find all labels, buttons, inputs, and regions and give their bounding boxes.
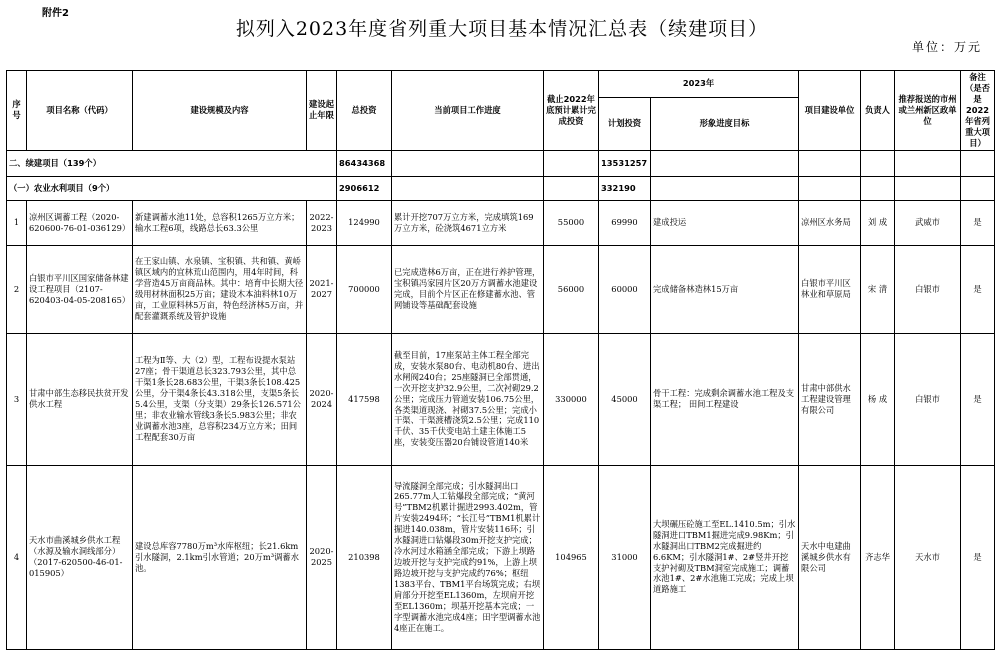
row-city: 白银市 — [895, 333, 961, 465]
row-unit: 甘肃中部供水工程建设管理有限公司 — [799, 333, 861, 465]
row-total: 210398 — [337, 465, 392, 649]
header-note: 备注（是否是2022年省列重大项目） — [961, 71, 995, 151]
row-plan: 60000 — [599, 245, 651, 333]
header-plan: 计划投资 — [599, 97, 651, 150]
table-row — [7, 245, 995, 333]
row-target: 完成储备林造林15万亩 — [651, 245, 799, 333]
row-city: 白银市 — [895, 245, 961, 333]
row-name: 白银市平川区国家储备林建设工程项目（2107-620403-04-05-208165） — [27, 245, 133, 333]
row-note: 是 — [961, 200, 995, 245]
row-seq: 4 — [7, 465, 27, 649]
row-seq: 3 — [7, 333, 27, 465]
row-seq: 2 — [7, 245, 27, 333]
row-note: 是 — [961, 245, 995, 333]
category-row — [7, 176, 995, 200]
category-plan: 332190 — [599, 176, 651, 200]
header-seq: 序号 — [7, 71, 27, 151]
row-person: 刘 成 — [861, 200, 895, 245]
row-city: 天水市 — [895, 465, 961, 649]
header-total: 总投资 — [337, 71, 392, 151]
row-scale: 新建调蓄水池11处，总容积1265万立方米；输水工程6项，线路总长63.3公里 — [133, 200, 307, 245]
row-unit: 天水中电建曲溪城乡供水有限公司 — [799, 465, 861, 649]
header-unit: 项目建设单位 — [799, 71, 861, 151]
unit-label: 单位：万元 — [911, 40, 982, 54]
category-label: （一）农业水利项目（9个） — [7, 176, 337, 200]
row-seq: 1 — [7, 200, 27, 245]
row-name: 凉州区调蓄工程（2020-620600-76-01-036129） — [27, 200, 133, 245]
row-cumulative: 330000 — [544, 333, 599, 465]
row-target: 骨干工程：完成剩余调蓄水池工程及支渠工程； 田间工程建设 — [651, 333, 799, 465]
summary-row — [7, 150, 995, 176]
row-name: 甘肃中部生态移民扶贫开发供水工程 — [27, 333, 133, 465]
table-row — [7, 465, 995, 649]
row-cumulative: 104965 — [544, 465, 599, 649]
row-period: 2021-2027 — [307, 245, 337, 333]
header-year: 2023年 — [599, 71, 799, 98]
header-name: 项目名称（代码） — [27, 71, 133, 151]
table-row — [7, 333, 995, 465]
page-title: 拟列入2023年度省列重大项目基本情况汇总表（续建项目） — [235, 18, 769, 40]
row-unit: 白银市平川区林业和草原局 — [799, 245, 861, 333]
row-target: 大坝碾压砼施工至EL.1410.5m；引水隧洞进口TBM1掘进完成9.98Km；引水隧洞出口TBM2完成掘进约6.6KM；引水隧洞1#、2#竖井开挖支护衬砌及TBM洞室完成施工；调蓄水池1#、2#水池施工完成；完成上坝道路施工 — [651, 465, 799, 649]
row-scale: 建设总库容7780万m³水库枢纽；长21.6km引水隧洞，2.1km引水管道；20万m³调蓄水池。 — [133, 465, 307, 649]
header-person: 负责人 — [861, 71, 895, 151]
row-note: 是 — [961, 333, 995, 465]
row-plan: 69990 — [599, 200, 651, 245]
row-total: 124990 — [337, 200, 392, 245]
row-progress: 导流隧洞全部完成；引水隧洞出口265.77m人工钻爆段全部完成；“黄河号”TBM2机累计掘进2993.402m，管片安装2494环；“长江号”TBM1机累计掘进140.038m，管片安装116环；引水隧洞进口钻爆段30m开挖支护完成；冷水河过水箱涵全部完成；下游上坝路边坡开挖与支护完成约91%，上游上坝路边坡开挖与支护完成约76%；枢纽1383平台、TBM1平台场筑完成；右坝肩部分开挖至EL1360m，左坝肩开挖至EL1360m；坝基开挖基本完成；一字型调蓄水池完成4座；田字型调蓄水池4座正在施工。 — [392, 465, 544, 649]
row-progress: 已完成造林6万亩，正在进行养护管理，宝积镇冯家园片区20万方调蓄水池建设完成，目前个片区正在修建蓄水池、管网铺设等基础配套设施 — [392, 245, 544, 333]
row-target: 建成投运 — [651, 200, 799, 245]
row-plan: 45000 — [599, 333, 651, 465]
row-name: 天水市曲溪城乡供水工程（水源及输水洞线部分）（2017-620500-46-01-015905） — [27, 465, 133, 649]
row-period: 2020-2025 — [307, 465, 337, 649]
summary-plan: 13531257 — [599, 150, 651, 176]
row-progress: 累计开挖707万立方米，完成填筑169万立方米，砼浇筑4671立方米 — [392, 200, 544, 245]
header-target: 形象进度目标 — [651, 97, 799, 150]
project-table — [6, 70, 995, 650]
category-total: 2906612 — [337, 176, 392, 200]
row-period: 2022-2023 — [307, 200, 337, 245]
row-person: 宋 清 — [861, 245, 895, 333]
row-scale: 工程为Ⅱ等、大（2）型，工程布设提水泵站 27座；骨干渠道总长323.793公里，其中总干渠1条长28.683公里，干渠3条长108.425公里，分干渠4条长43.318公里，支渠5条长5.4公里，支渠（分支渠）29条长126.571公里；非农业输水管线3条长5.983公里；非农业调蓄水池3座，总容积234万立方米；田间工程配套30万亩 — [133, 333, 307, 465]
row-unit: 凉州区水务局 — [799, 200, 861, 245]
summary-total: 86434368 — [337, 150, 392, 176]
attachment-label: 附件2 — [42, 8, 69, 19]
row-period: 2020-2024 — [307, 333, 337, 465]
header-cumulative: 截止2022年底预计累计完成投资 — [544, 71, 599, 151]
summary-label: 二、续建项目（139个） — [7, 150, 337, 176]
row-progress: 截至目前，17座泵站主体工程全部完成，安装水泵80台、电动机80台、进出水闸阀240台；25座隧洞已全部贯通，一次开挖支护32.9公里，二次衬砌29.2公里；完成压力管道安装106.75公里，各类渠道现浇、衬砌37.5公里；完成小干渠、干渠渡槽浇筑2.5公里；完成110千伏、35千伏变电站土建主体施工5座，安装变压器20台铺设管道140米 — [392, 333, 544, 465]
row-total: 417598 — [337, 333, 392, 465]
row-cumulative: 56000 — [544, 245, 599, 333]
header-scale: 建设规模及内容 — [133, 71, 307, 151]
row-city: 武威市 — [895, 200, 961, 245]
row-note: 是 — [961, 465, 995, 649]
row-plan: 31000 — [599, 465, 651, 649]
header-city: 推荐报送的市州或兰州新区政单位 — [895, 71, 961, 151]
row-person: 齐志华 — [861, 465, 895, 649]
row-person: 杨 成 — [861, 333, 895, 465]
row-total: 700000 — [337, 245, 392, 333]
row-scale: 在王家山镇、水泉镇、宝积镇、共和镇、黄峤镇区域内的宜林荒山范围内，用4年时间，科学营造45万亩商品林。其中：培育中长期大径级用材林面积25万亩；建设木本油料林10万亩，工业原料林5万亩，特色经济林5万亩，并配套灌溉系统及管护设施 — [133, 245, 307, 333]
header-period: 建设起止年限 — [307, 71, 337, 151]
header-progress: 当前项目工作进度 — [392, 71, 544, 151]
row-cumulative: 55000 — [544, 200, 599, 245]
table-row — [7, 200, 995, 245]
